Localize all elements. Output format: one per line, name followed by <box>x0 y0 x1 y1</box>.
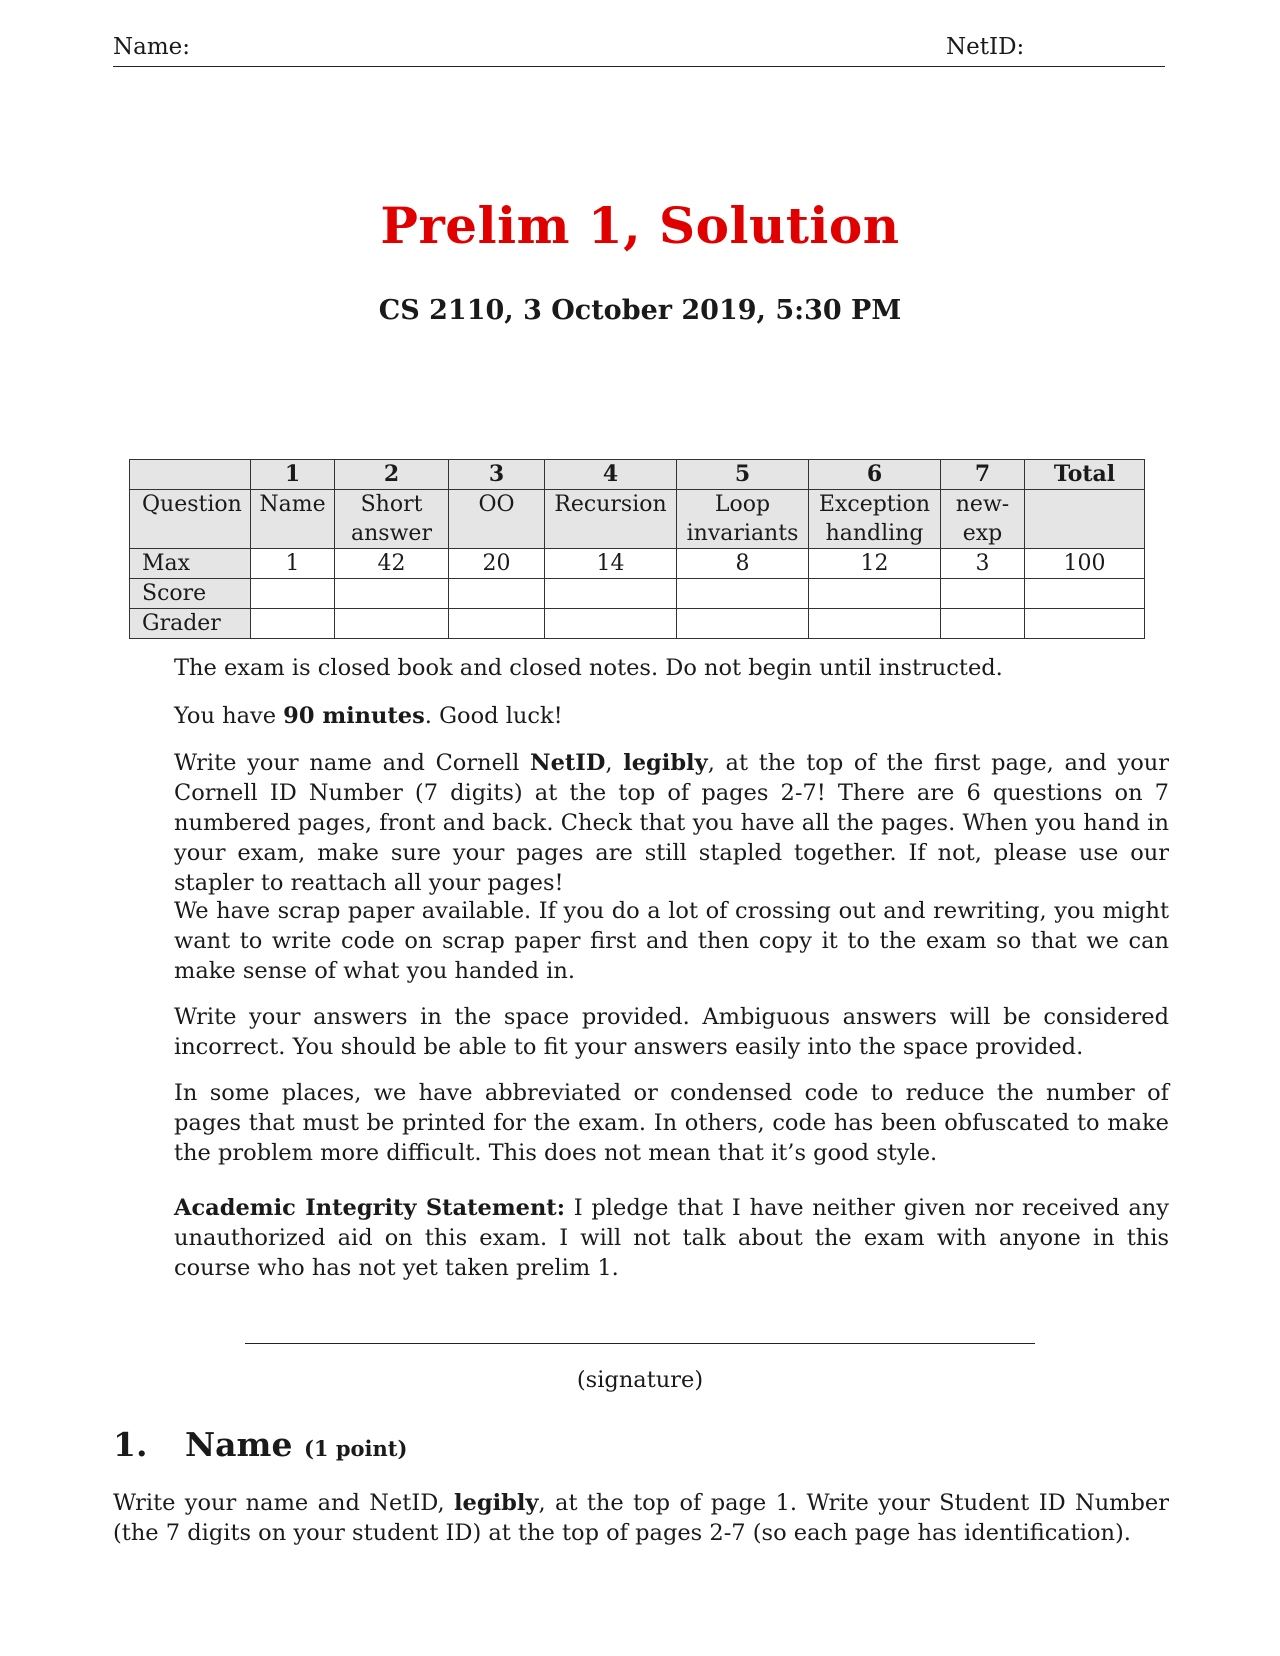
question-name-line: Exception <box>818 492 931 517</box>
paragraph <box>174 701 1169 731</box>
question-number: 2 <box>335 460 449 490</box>
question-name-line: Short <box>360 492 423 517</box>
text-span: You have <box>174 703 284 729</box>
netid-label: NetID: <box>946 34 1025 60</box>
emphasis: 90 minutes <box>283 703 425 729</box>
paragraph <box>174 748 1169 898</box>
emphasis: legibly <box>454 1490 539 1516</box>
name-label: Name: <box>113 34 191 60</box>
score-cell <box>335 579 449 609</box>
score-cell <box>941 579 1025 609</box>
table-question-row <box>130 490 1145 549</box>
score-row-label: Score <box>130 579 251 609</box>
page-subtitle: CS 2110, 3 October 2019, 5:30 PM <box>378 295 902 326</box>
question-name-cell <box>677 490 809 549</box>
instructions-identification <box>174 748 1169 898</box>
question-name-line: Loop <box>714 492 771 517</box>
max-value: 3 <box>941 549 1025 579</box>
max-value: 1 <box>251 549 335 579</box>
page-header <box>113 34 1165 67</box>
section-instructions <box>113 1488 1169 1548</box>
instructions-scrap-paper <box>174 896 1169 986</box>
max-value: 20 <box>449 549 545 579</box>
max-value: 12 <box>809 549 941 579</box>
signature-line <box>245 1343 1035 1344</box>
section-points: (1 point) <box>303 1436 408 1461</box>
text-span: , at the top of page 1. Write your Student ID Number (the 7 digits on your student ID) at the top of pages 2-7 (so each page has identification). <box>113 1490 1169 1546</box>
question-name-line: handling <box>825 521 924 546</box>
score-cell <box>449 579 545 609</box>
instructions-answers <box>174 1002 1169 1062</box>
max-value: 42 <box>335 549 449 579</box>
paragraph: The exam is closed book and closed notes. Do not begin until instructed. <box>174 655 1003 681</box>
instructions-code-style <box>174 1078 1169 1168</box>
score-cell <box>545 579 677 609</box>
question-name-cell <box>545 490 677 549</box>
question-number: 4 <box>545 460 677 490</box>
question-name-cell <box>941 490 1025 549</box>
question-name-line: new- <box>955 492 1010 517</box>
question-name-line: exp <box>962 521 1003 546</box>
grader-cell <box>1025 609 1145 639</box>
grader-cell <box>251 609 335 639</box>
instructions-time <box>174 701 1169 731</box>
grader-cell <box>809 609 941 639</box>
score-cell <box>677 579 809 609</box>
question-name-line: Recursion <box>554 492 667 517</box>
section-title: Name <box>185 1425 293 1464</box>
text-span: Write your name and Cornell <box>174 750 531 776</box>
score-cell <box>1025 579 1145 609</box>
signature-label: (signature) <box>576 1367 704 1393</box>
grader-row-label: Grader <box>130 609 251 639</box>
section-number: 1. <box>113 1425 148 1464</box>
emphasis: NetID <box>530 750 606 776</box>
question-number: 7 <box>941 460 1025 490</box>
emphasis: legibly <box>623 750 708 776</box>
score-cell <box>251 579 335 609</box>
question-name-line: OO <box>478 492 515 517</box>
question-name-cell <box>1025 490 1145 549</box>
page-title: Prelim 1, Solution <box>380 196 900 255</box>
grader-cell <box>449 609 545 639</box>
grader-cell <box>335 609 449 639</box>
table-number-row <box>130 460 1145 490</box>
text-span: I pledge that I have neither given nor received any unauthorized aid on this exam. I will not talk about the exam with anyone in this course who has not yet taken prelim 1. <box>174 1195 1170 1281</box>
question-name-cell <box>449 490 545 549</box>
emphasis: Academic Integrity Statement: <box>174 1195 566 1221</box>
text-span: , <box>605 750 624 776</box>
total-header: Total <box>1025 460 1145 490</box>
question-number: 6 <box>809 460 941 490</box>
max-row-label: Max <box>130 549 251 579</box>
section-heading <box>113 1425 407 1464</box>
table-grader-row <box>130 609 1145 639</box>
grader-cell <box>941 609 1025 639</box>
question-number: 5 <box>677 460 809 490</box>
paragraph <box>174 1193 1169 1283</box>
academic-integrity-statement <box>174 1193 1169 1283</box>
question-number: 3 <box>449 460 545 490</box>
max-total: 100 <box>1025 549 1145 579</box>
question-name-line: invariants <box>686 521 799 546</box>
max-value: 8 <box>677 549 809 579</box>
question-name-cell <box>335 490 449 549</box>
max-value: 14 <box>545 549 677 579</box>
paragraph: Write your answers in the space provided. Ambiguous answers will be considered incorrect. You should be able to fit your answers easily into the space provided. <box>174 1004 1169 1060</box>
question-name-cell <box>251 490 335 549</box>
question-name-line: answer <box>351 521 432 546</box>
score-table <box>129 459 1145 639</box>
grader-cell <box>677 609 809 639</box>
question-row-label: Question <box>130 490 251 549</box>
text-span: . Good luck! <box>424 703 563 729</box>
grader-cell <box>545 609 677 639</box>
table-score-row <box>130 579 1145 609</box>
text-span: , at the top of the first page, and your Cornell ID Number (7 digits) at the top of pages 2-7! There are 6 questions on 7 numbered pages, front and back. Check that you have all the pages. When you hand in your exam, make sure your pages are still stapled together. If not, please use our stapler to reattach all your pages! <box>174 750 1169 896</box>
table-max-row <box>130 549 1145 579</box>
question-name-line: Name <box>259 492 326 517</box>
paragraph: We have scrap paper available. If you do a lot of crossing out and rewriting, you might want to write code on scrap paper first and then copy it to the exam so that we can make sense of what you handed in. <box>174 898 1169 984</box>
score-cell <box>809 579 941 609</box>
question-name-cell <box>809 490 941 549</box>
paragraph: In some places, we have abbreviated or condensed code to reduce the number of pages that must be printed for the exam. In others, code has been obfuscated to make the problem more difficult. This does not mean that it’s good style. <box>174 1080 1169 1166</box>
text-span: Write your name and NetID, <box>113 1490 454 1516</box>
question-number: 1 <box>251 460 335 490</box>
table-corner-cell <box>130 460 251 490</box>
instructions-closed-book <box>174 653 1169 683</box>
